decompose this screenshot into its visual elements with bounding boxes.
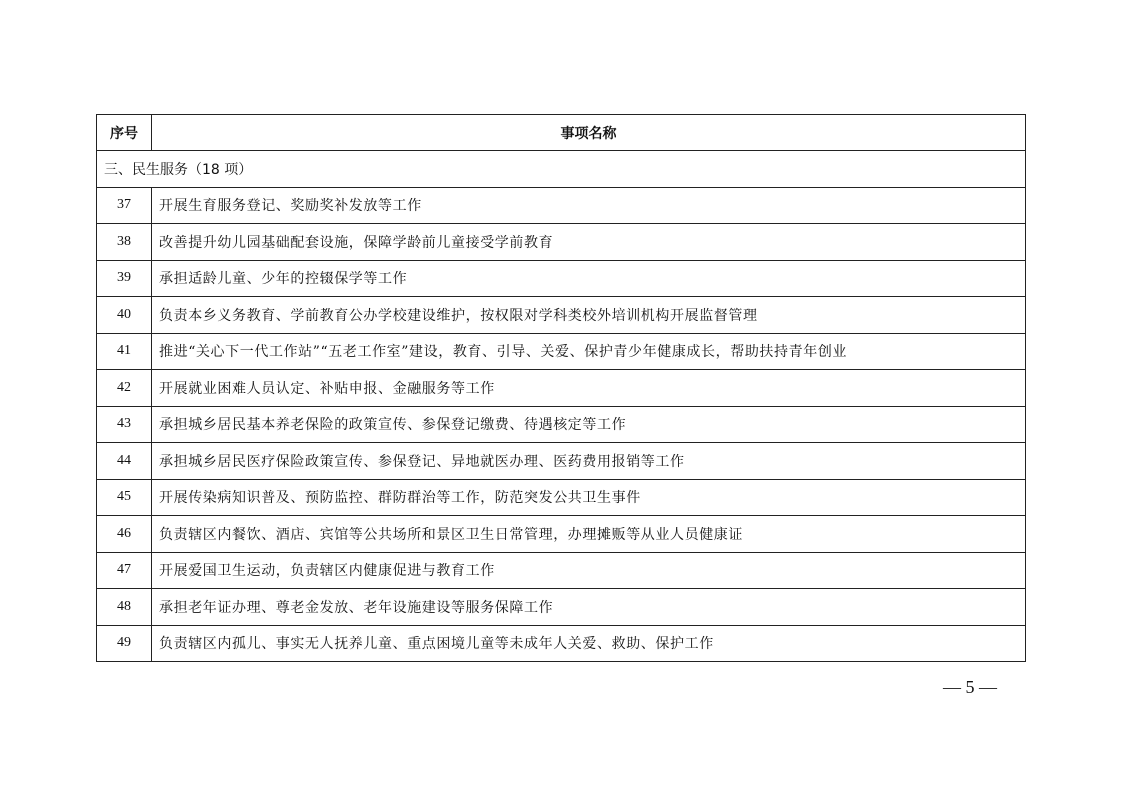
table-row [97,297,1026,334]
row-item-name: 负责辖区内孤儿、事实无人抚养儿童、重点困境儿童等未成年人关爱、救助、保护工作 [152,625,1026,662]
row-item-name: 开展传染病知识普及、预防监控、群防群治等工作，防范突发公共卫生事件 [152,479,1026,516]
table-body [97,151,1026,662]
table-row [97,370,1026,407]
row-item-name: 开展就业困难人员认定、补贴申报、金融服务等工作 [152,370,1026,407]
row-item-name: 承担老年证办理、尊老金发放、老年设施建设等服务保障工作 [152,589,1026,626]
row-item-name: 开展爱国卫生运动，负责辖区内健康促进与教育工作 [152,552,1026,589]
row-item-name: 承担适龄儿童、少年的控辍保学等工作 [152,260,1026,297]
table-row [97,625,1026,662]
row-item-name: 承担城乡居民基本养老保险的政策宣传、参保登记缴费、待遇核定等工作 [152,406,1026,443]
table-row [97,552,1026,589]
row-item-name: 承担城乡居民医疗保险政策宣传、参保登记、异地就医办理、医药费用报销等工作 [152,443,1026,480]
row-number: 48 [97,589,152,626]
table-header-row [97,115,1026,151]
row-item-name: 负责辖区内餐饮、酒店、宾馆等公共场所和景区卫生日常管理，办理摊贩等从业人员健康证 [152,516,1026,553]
row-number: 38 [97,224,152,261]
row-number: 45 [97,479,152,516]
section-row [97,151,1026,188]
row-number: 44 [97,443,152,480]
row-number: 47 [97,552,152,589]
table-row [97,333,1026,370]
row-item-name: 开展生育服务登记、奖励奖补发放等工作 [152,187,1026,224]
table-row [97,260,1026,297]
row-number: 43 [97,406,152,443]
table-row [97,187,1026,224]
row-number: 37 [97,187,152,224]
row-number: 40 [97,297,152,334]
table-row [97,406,1026,443]
row-number: 42 [97,370,152,407]
page-number: — 5 — [943,677,997,697]
header-number: 序号 [97,115,152,151]
table-row [97,516,1026,553]
row-number: 46 [97,516,152,553]
row-item-name: 推进“关心下一代工作站”“五老工作室”建设，教育、引导、关爱、保护青少年健康成长，帮助扶持青年创业 [152,333,1026,370]
row-number: 49 [97,625,152,662]
table-row [97,224,1026,261]
table-row [97,589,1026,626]
row-number: 39 [97,260,152,297]
section-title: 三、民生服务（18 项） [97,151,1026,188]
row-item-name: 改善提升幼儿园基础配套设施，保障学龄前儿童接受学前教育 [152,224,1026,261]
row-item-name: 负责本乡义务教育、学前教育公办学校建设维护，按权限对学科类校外培训机构开展监督管理 [152,297,1026,334]
items-table [96,114,1026,662]
header-name: 事项名称 [152,115,1026,151]
row-number: 41 [97,333,152,370]
table-row [97,479,1026,516]
table-row [97,443,1026,480]
